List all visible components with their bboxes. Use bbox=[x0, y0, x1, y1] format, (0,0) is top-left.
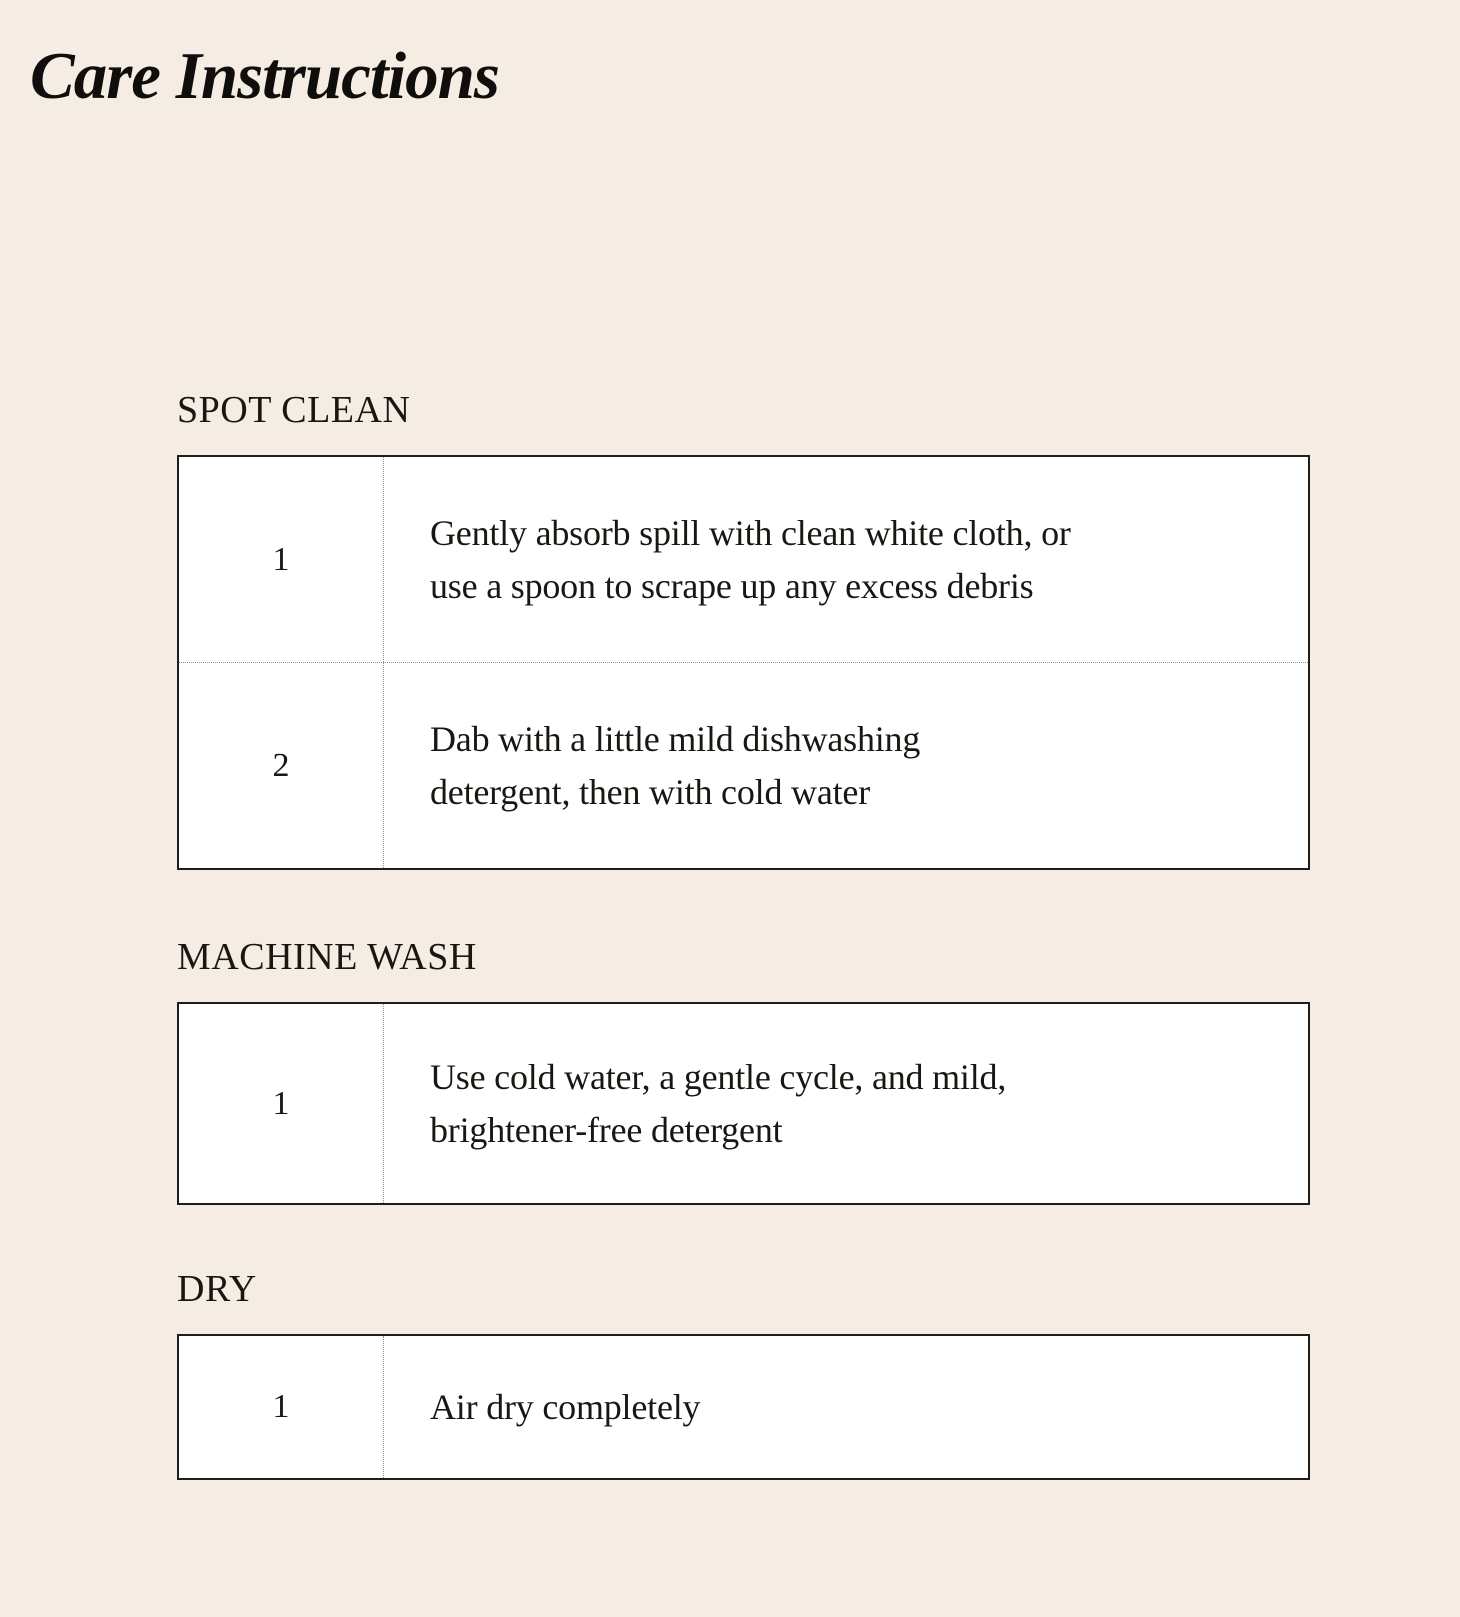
step-number: 1 bbox=[179, 1336, 384, 1478]
section-machine-wash bbox=[177, 937, 1310, 1205]
step-text-line: Gently absorb spill with clean white cloth, or bbox=[430, 512, 1071, 553]
step-text bbox=[384, 663, 1308, 868]
step-text bbox=[384, 1004, 1308, 1203]
spot-clean-table bbox=[177, 455, 1310, 870]
step-text-line: Use cold water, a gentle cycle, and mild, bbox=[430, 1056, 1007, 1097]
step-text-line: detergent, then with cold water bbox=[430, 771, 870, 812]
table-row bbox=[179, 457, 1308, 662]
step-text bbox=[384, 457, 1308, 662]
dry-table bbox=[177, 1334, 1310, 1480]
table-row bbox=[179, 1336, 1308, 1478]
step-number: 2 bbox=[179, 663, 384, 868]
step-text-line: Air dry completely bbox=[430, 1386, 701, 1427]
section-label-spot-clean: SPOT CLEAN bbox=[177, 389, 411, 431]
page-title: Care Instructions bbox=[30, 39, 499, 113]
step-text-line: Dab with a little mild dishwashing bbox=[430, 718, 921, 759]
step-text bbox=[384, 1336, 1308, 1478]
section-dry bbox=[177, 1269, 1310, 1480]
table-row bbox=[179, 1004, 1308, 1203]
step-number: 1 bbox=[179, 457, 384, 662]
table-row bbox=[179, 662, 1308, 868]
section-spot-clean bbox=[177, 390, 1310, 870]
section-label-machine-wash: MACHINE WASH bbox=[177, 936, 477, 978]
step-number: 1 bbox=[179, 1004, 384, 1203]
step-text-line: use a spoon to scrape up any excess debris bbox=[430, 565, 1034, 606]
step-text-line: brightener-free detergent bbox=[430, 1109, 783, 1150]
section-label-dry: DRY bbox=[177, 1268, 257, 1310]
machine-wash-table bbox=[177, 1002, 1310, 1205]
